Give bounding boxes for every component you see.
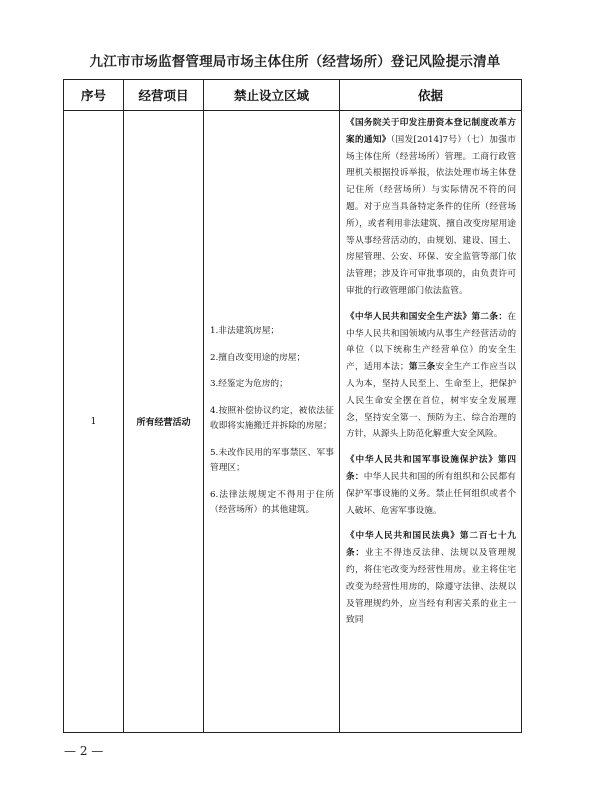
basis-paragraph-military-law (346, 452, 516, 519)
zone-item: 1.非法建筑房屋； (210, 326, 280, 337)
law-article: 第三条 (408, 362, 436, 373)
header-zone: 禁止设立区域 (204, 80, 340, 111)
item-cell: 所有经营活动 (124, 111, 204, 733)
header-basis: 依据 (340, 80, 522, 111)
law-title: 《中华人民共和国民法典》第二百七十九条： (346, 531, 516, 559)
law-title: 《国务院关于印发注册资本登记制度改革方案的通知》 (346, 118, 516, 145)
law-text: 安全生产工作应当以人为本，坚持人民至上、生命至上，把保护人民生命安全摆在首位，树牢安全发展理念，坚持安全第一、预防为主、综合治理的方针，从源头上防范化解重大安全风险。 (346, 362, 516, 440)
law-text: 中华人民共和国的所有组织和公民都有保护军事设施的义务。禁止任何组织或者个人破坏、危害军事设施。 (346, 471, 516, 516)
law-title: 《中华人民共和国军事设施保护法》第四条： (346, 455, 516, 482)
page-number: — 2 — (64, 744, 104, 758)
basis-paragraph-civil-code (346, 528, 516, 629)
header-item: 经营项目 (124, 80, 204, 111)
header-seq: 序号 (64, 80, 124, 111)
table-header-row (64, 80, 522, 111)
risk-table (63, 79, 522, 733)
basis-paragraph-state-council (346, 115, 516, 300)
law-title: 《中华人民共和国安全生产法》第二条： (346, 311, 508, 322)
law-text: （国发[2014]7号）（七）加强市场主体住所（经营场所）管理。工商行政管理机关根据投诉举报，依法处理市场主体登记住所（经营场所）与实际情况不符的问题。对于应当具备特定条件的住所（经营场所），或者利用非法建筑、擅自改变房屋用途等从事经营活动的，由规划、建设、国土、房屋管理、公安、环保、安全监管等部门依法管理；涉及许可审批事项的，由负责许可审批的行政管理部门依法监管。 (346, 134, 516, 296)
zone-item: 4.按照补偿协议约定，被依法征收即将实施搬迁并拆除的房屋； (210, 405, 334, 432)
law-text: 在中华人民共和国领域内从事生产经营活动的单位（以下统称生产经营单位）的安全生产，适用本法； (346, 311, 516, 373)
basis-paragraph-safety-law (346, 309, 516, 443)
zone-item: 6.法律法规规定不得用于住所（经营场所）的其他建筑。 (210, 489, 334, 516)
zone-cell (204, 111, 340, 733)
zone-item: 3.经鉴定为危房的； (210, 379, 288, 390)
zone-item: 2.擅自改变用途的房屋； (210, 352, 306, 363)
law-text: 业主不得违反法律、法规以及管理规约，将住宅改变为经营性用房。业主将住宅改变为经营性用房的，除遵守法律、法规以及管理规约外，应当经有利害关系的业主一致同 (346, 548, 516, 626)
table-row (64, 111, 522, 733)
seq-cell: 1 (64, 111, 124, 733)
basis-cell (340, 111, 522, 733)
document-title: 九江市市场监督管理局市场主体住所（经营场所）登记风险提示清单 (89, 54, 501, 70)
zone-item: 5.未改作民用的军事禁区、军事管理区； (210, 447, 334, 474)
